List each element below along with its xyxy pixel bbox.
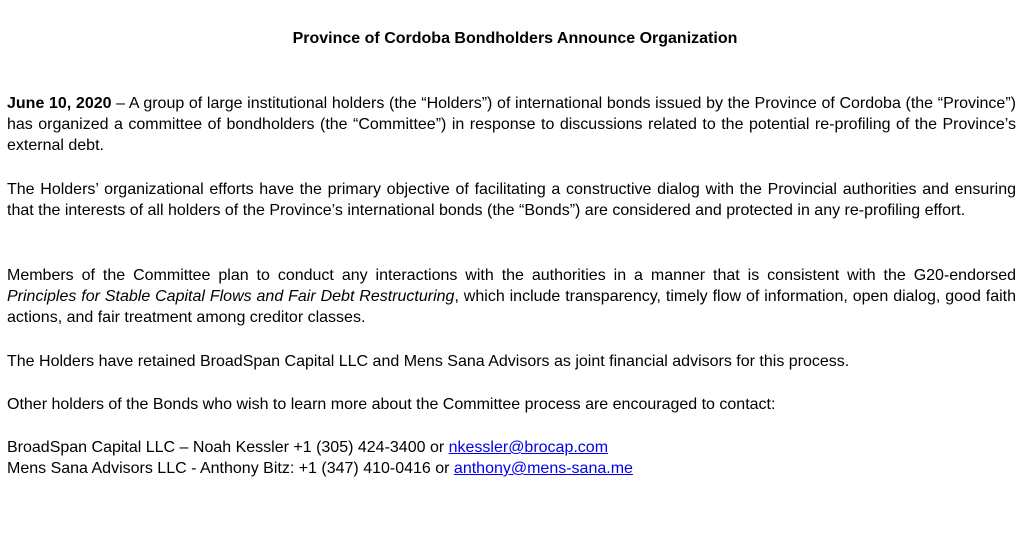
- contact-mens-sana-text: Mens Sana Advisors LLC - Anthony Bitz: +1 (347) 410-0416 or: [7, 460, 454, 477]
- principles-text-before: Members of the Committee plan to conduct any interactions with the authorities in a manner that is consistent with the G20-endorsed: [7, 267, 1016, 284]
- principles-text-after: , which include transparency, timely flow of information, open dialog, good faith actions, and fair treatment among creditor classes.: [7, 288, 1016, 326]
- email-link-broadspan[interactable]: nkessler@brocap.com: [448, 439, 609, 456]
- paragraph-contact-intro: Other holders of the Bonds who wish to learn more about the Committee process are encouraged to contact:: [7, 396, 776, 413]
- contact-broadspan: [7, 437, 1016, 458]
- release-date: June 10, 2020: [7, 95, 112, 112]
- paragraph-advisors: The Holders have retained BroadSpan Capital LLC and Mens Sana Advisors as joint financial advisors for this process.: [7, 353, 850, 370]
- contact-broadspan-text: BroadSpan Capital LLC – Noah Kessler +1 (305) 424-3400 or: [7, 439, 449, 456]
- contact-mens-sana: [7, 458, 1016, 479]
- paragraph-objective: The Holders’ organizational efforts have the primary objective of facilitating a constructive dialog with the Provincial authorities and ensuring that the interests of all holders of the Province’s international bonds (the “Bonds”) are considered and protected in any re-profiling effort.: [7, 181, 1016, 219]
- paragraph-principles: [7, 265, 1016, 328]
- document-title: Province of Cordoba Bondholders Announce Organization: [292, 30, 738, 47]
- email-link-mens-sana[interactable]: anthony@mens-sana.me: [453, 460, 633, 477]
- paragraph-intro: [7, 93, 1016, 156]
- contact-list: [7, 437, 1016, 479]
- principles-title: Principles for Stable Capital Flows and Fair Debt Restructuring: [7, 288, 455, 305]
- intro-text: – A group of large institutional holders (the “Holders”) of international bonds issued by the Province of Cordoba (the “Province”) has organized a committee of bondholders (the “Committee”) in response to discussions related to the potential re-profiling of the Province’s external debt.: [7, 95, 1016, 154]
